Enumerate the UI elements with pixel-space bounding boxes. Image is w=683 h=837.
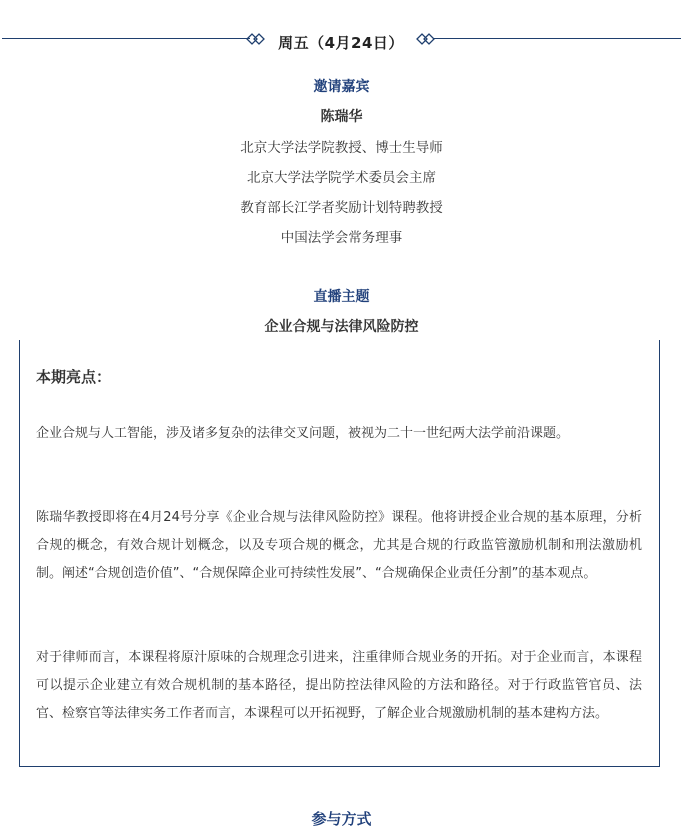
highlights-paragraph: 企业合规与人工智能，涉及诸多复杂的法律交叉问题，被视为二十一世纪两大法学前沿课题。 — [36, 426, 570, 441]
guest-section-title: 邀请嘉宾 — [313, 79, 370, 95]
live-topic: 企业合规与法律风险防控 — [264, 319, 419, 335]
highlights-box — [19, 340, 660, 767]
guest-title-line: 北京大学法学院教授、博士生导师 — [240, 140, 443, 156]
double-diamond-icon — [416, 33, 436, 45]
highlights-paragraph: 陈瑞华教授即将在4月24号分享《企业合规与法律风险防控》课程。他将讲授企业合规的基本原理，分析合规的概念，有效合规计划概念，以及专项合规的概念，尤其是合规的行政监管激励机制和刑法激励机制。阐述“合规创造价值”、“合规保障企业可持续性发展”、“合规确保企业责任分割”的基本观点。 — [36, 510, 642, 581]
guest-name: 陈瑞华 — [320, 109, 363, 125]
date-header-right-line — [433, 38, 681, 39]
guest-title-line: 教育部长江学者奖励计划特聘教授 — [240, 200, 443, 216]
date-header-text: 周五（4月24日） — [278, 34, 404, 52]
date-header — [0, 30, 683, 60]
date-header-left-line — [2, 38, 250, 39]
double-diamond-icon — [246, 33, 266, 45]
guest-title-line: 中国法学会常务理事 — [280, 230, 403, 246]
participation-title: 参与方式 — [311, 810, 372, 828]
guest-title-line: 北京大学法学院学术委员会主席 — [247, 170, 436, 186]
highlights-paragraph: 对于律师而言，本课程将原汁原味的合规理念引进来，注重律师合规业务的开拓。对于企业而言，本课程可以提示企业建立有效合规机制的基本路径，提出防控法律风险的方法和路径。对于行政监管官员、法官、检察官等法律实务工作者而言，本课程可以开拓视野，了解企业合规激励机制的基本建构方法。 — [36, 650, 642, 721]
highlights-title: 本期亮点： — [36, 368, 112, 386]
live-section-title: 直播主题 — [313, 289, 370, 305]
